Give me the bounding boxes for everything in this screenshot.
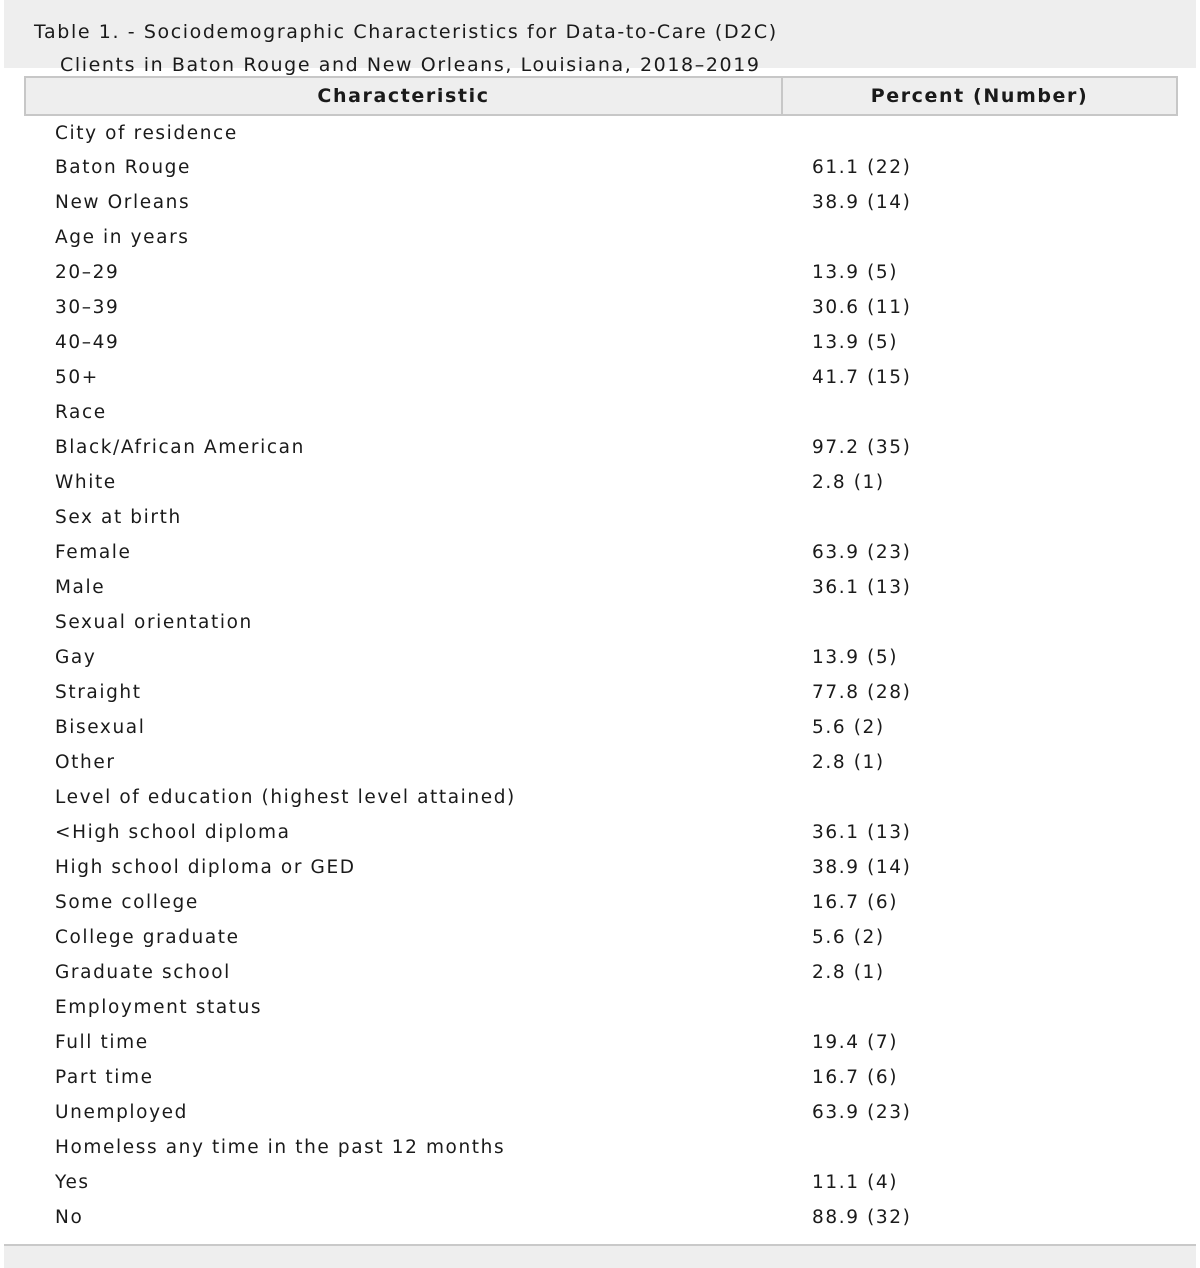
table-row [25,430,1177,465]
row-percent-number: 13.9 (5) [812,262,899,283]
characteristics-table [24,76,1178,1235]
row-characteristic: Yes [55,1172,90,1193]
row-percent-number: 30.6 (11) [812,297,912,318]
row-percent-number: 16.7 (6) [812,892,899,913]
row-characteristic: Baton Rouge [55,157,191,178]
table-row [25,1060,1177,1095]
table-row [25,1095,1177,1130]
table-row [25,220,1177,255]
row-percent-number: 41.7 (15) [812,367,912,388]
row-characteristic: White [55,472,117,493]
row-characteristic: City of residence [55,122,238,144]
header-percent-number: Percent (Number) [782,77,1177,115]
table-container [24,76,1176,1235]
table-row [25,570,1177,605]
row-characteristic: Employment status [55,997,263,1018]
row-percent-number: 36.1 (13) [812,577,912,598]
row-percent-number [782,990,1177,1025]
row-percent-number [782,220,1177,255]
table-row [25,185,1177,220]
row-characteristic: Sexual orientation [55,612,253,633]
row-characteristic: Black/African American [55,437,305,458]
row-percent-number: 13.9 (5) [812,332,899,353]
row-characteristic: Gay [55,647,97,668]
row-characteristic: Full time [55,1032,149,1053]
row-percent-number: 2.8 (1) [812,752,885,773]
table-row [25,1130,1177,1165]
table-row [25,535,1177,570]
row-characteristic: 50+ [55,367,99,388]
row-percent-number: 5.6 (2) [812,717,885,738]
row-percent-number [782,1130,1177,1165]
row-characteristic: Homeless any time in the past 12 months [55,1137,506,1158]
row-percent-number: 5.6 (2) [812,927,885,948]
row-percent-number: 88.9 (32) [812,1207,912,1228]
row-characteristic: Straight [55,682,142,703]
table-row [25,395,1177,430]
table-row [25,990,1177,1025]
row-percent-number [782,780,1177,815]
table-header [25,77,1177,115]
row-characteristic: Some college [55,892,199,913]
table-row [25,885,1177,920]
table-row [25,1200,1177,1235]
row-characteristic: High school diploma or GED [55,857,356,878]
row-percent-number [782,115,1177,150]
row-characteristic: 20–29 [55,262,120,283]
table-row [25,255,1177,290]
caption-line-2: Clients in Baton Rouge and New Orleans, Louisiana, 2018–2019 [60,53,761,76]
row-percent-number [782,395,1177,430]
row-percent-number: 11.1 (4) [812,1172,899,1193]
table-row [25,815,1177,850]
row-characteristic: Unemployed [55,1102,188,1123]
row-characteristic: Age in years [55,227,190,248]
table-row [25,150,1177,185]
row-characteristic: College graduate [55,927,240,948]
table-row [25,745,1177,780]
caption-line-1: Table 1. - Sociodemographic Characteristics for Data-to-Care (D2C) [34,20,778,43]
header-characteristic: Characteristic [25,77,782,115]
row-characteristic: 40–49 [55,332,120,353]
row-characteristic: Male [55,577,106,598]
table-row [25,360,1177,395]
table-body [25,115,1177,1235]
table-row [25,675,1177,710]
row-percent-number: 38.9 (14) [812,192,912,213]
row-percent-number: 2.8 (1) [812,962,885,983]
row-characteristic: <High school diploma [55,822,291,843]
bottom-scroll-band [4,1244,1196,1268]
row-characteristic: New Orleans [55,192,191,213]
row-percent-number: 61.1 (22) [812,157,912,178]
row-percent-number: 13.9 (5) [812,647,899,668]
table-row [25,605,1177,640]
table-row [25,780,1177,815]
row-percent-number: 16.7 (6) [812,1067,899,1088]
row-percent-number: 77.8 (28) [812,682,912,703]
table-row [25,325,1177,360]
row-characteristic: Part time [55,1067,154,1088]
row-characteristic: Other [55,752,116,773]
row-characteristic: 30–39 [55,297,120,318]
table-row [25,1025,1177,1060]
table-row [25,640,1177,675]
table-row [25,290,1177,325]
row-characteristic: No [55,1207,84,1228]
table-row [25,1165,1177,1200]
row-percent-number [782,605,1177,640]
row-characteristic: Level of education (highest level attained) [55,787,516,808]
row-characteristic: Graduate school [55,962,231,983]
row-percent-number [782,500,1177,535]
table-caption-box [4,0,1196,76]
table-row [25,115,1177,150]
table-row [25,500,1177,535]
header-row [25,77,1177,115]
row-percent-number: 38.9 (14) [812,857,912,878]
row-characteristic: Race [55,402,107,423]
row-percent-number: 2.8 (1) [812,472,885,493]
row-characteristic: Female [55,542,132,563]
row-percent-number: 36.1 (13) [812,822,912,843]
row-characteristic: Sex at birth [55,507,182,528]
table-row [25,955,1177,990]
table-row [25,920,1177,955]
row-percent-number: 63.9 (23) [812,1102,912,1123]
row-percent-number: 19.4 (7) [812,1032,899,1053]
row-percent-number: 97.2 (35) [812,437,912,458]
table-row [25,850,1177,885]
row-characteristic: Bisexual [55,717,146,738]
table-row [25,465,1177,500]
row-percent-number: 63.9 (23) [812,542,912,563]
table-row [25,710,1177,745]
